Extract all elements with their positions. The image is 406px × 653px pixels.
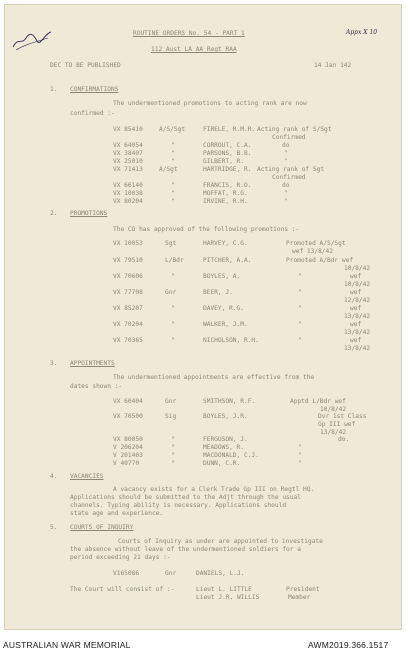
rank: " (171, 150, 175, 157)
section-text: The undermentioned appointments are effective from the (113, 374, 315, 381)
soldier-name: DAVEY, R.G. (203, 305, 244, 312)
service-number: V 201403 (113, 452, 143, 459)
soldier-name: PARSONS, B.B. (203, 150, 252, 157)
remark: " (298, 321, 302, 328)
court-member: Lieut J.R. WILLIS (196, 594, 260, 601)
rank: Gnr (165, 398, 177, 405)
handwritten-annotation: Appx X 10 (346, 29, 378, 36)
rank: " (171, 142, 175, 149)
court-role: President (286, 586, 320, 593)
service-number: VX 38407 (113, 150, 143, 157)
service-number: VX 85207 (113, 305, 143, 312)
remark: " (298, 337, 302, 344)
soldier-name: BOYLES, J.R. (203, 413, 248, 420)
rank: A/Sgt (159, 166, 178, 173)
rank: " (171, 182, 175, 189)
rank: Gnr (165, 570, 177, 577)
section-number: 3. (50, 360, 58, 367)
remark: Confirmed (272, 134, 306, 141)
soldier-name: MACDONALD, C.J. (203, 452, 259, 459)
service-number: VX 70606 (113, 273, 143, 280)
rank: " (171, 444, 175, 451)
soldier-name: SMITHSON, R.F. (203, 398, 256, 405)
service-number: VX 60404 (113, 398, 143, 405)
section-text: The undermentioned promotions to acting rank are now (113, 100, 307, 107)
service-number: VX 10053 (113, 240, 143, 247)
section-heading: PROMOTIONS (70, 210, 108, 217)
remark: wef (350, 305, 362, 312)
remark: 10/8/42 (344, 281, 371, 288)
section-number: 5. (50, 524, 58, 531)
rank: A/S/Sgt (159, 126, 186, 133)
rank: Sgt (165, 240, 177, 247)
soldier-name: CORROUT, C.A. (203, 142, 252, 149)
section-heading: APPOINTMENTS (70, 360, 115, 367)
rank: " (171, 460, 175, 467)
rank: " (171, 436, 175, 443)
section-text: channels. Typing ability is necessary. Applications should (70, 502, 287, 509)
footer-credit: AUSTRALIAN WAR MEMORIAL (3, 640, 131, 650)
soldier-name: MOFFAT, R.G. (203, 190, 248, 197)
remark: Promoted A/S/Sgt (286, 240, 346, 247)
remark: wef (350, 289, 362, 296)
service-number: VX 10038 (113, 190, 143, 197)
service-number: VX 64054 (113, 142, 143, 149)
remark: 12/8/42 (344, 297, 371, 304)
soldier-name: IRVINE, R.H. (203, 198, 248, 205)
section-text: Applications should be submitted to the Adjt through the usual (70, 494, 301, 501)
section-text: the absence without leave of the undermentioned soldiers for a (70, 546, 301, 553)
remark: " (284, 158, 288, 165)
section-heading: VACANCIES (70, 473, 104, 480)
rank: L/Bdr (165, 257, 184, 264)
rank: " (171, 337, 175, 344)
service-number: VX 70204 (113, 321, 143, 328)
remark: " (284, 190, 288, 197)
service-number: VX 77708 (113, 289, 143, 296)
service-number: V 206204 (113, 444, 143, 451)
footer-accession-number: AWM2019.366.1517 (308, 640, 389, 650)
section-text: state age and experience. (70, 510, 164, 517)
soldier-name: HARVEY, C.G. (203, 240, 248, 247)
document-date: 14 Jan 142 (314, 62, 352, 69)
section-number: 2. (50, 210, 58, 217)
section-text: The CO has approved of the following promotions :- (113, 226, 300, 233)
section-text: Courts of Inquiry as under are appointed to investigate (118, 538, 323, 545)
section-text: period exceeding 21 days :- (70, 554, 171, 561)
remark: wef (350, 337, 362, 344)
remark: wef (350, 273, 362, 280)
rank: " (171, 305, 175, 312)
soldier-name: BOYLES, A. (203, 273, 241, 280)
service-number: VX 70500 (113, 413, 143, 420)
section-number: 1. (50, 86, 58, 93)
unit-name: 112 Aust LA AA Regt RAA (151, 46, 237, 53)
remark: Acting rank of S/Sgt (257, 126, 332, 133)
document-title: ROUTINE ORDERS No. 54 - PART 1 (133, 30, 245, 37)
rank: " (171, 190, 175, 197)
service-number: VX 79510 (113, 257, 143, 264)
remark: 13/8/42 (344, 329, 371, 336)
section-heading: CONFIRMATIONS (70, 86, 119, 93)
remark: 13/8/42 (344, 345, 371, 352)
remark: 13/8/42 (320, 429, 347, 436)
soldier-name: PITCHER, A.A. (203, 257, 252, 264)
court-role: Member (288, 594, 311, 601)
soldier-name: FRANCIS, R.O. (203, 182, 252, 189)
handwritten-signature (10, 27, 54, 53)
section-number: 4. (50, 473, 58, 480)
rank: " (171, 321, 175, 328)
service-number: VX 80050 (113, 436, 143, 443)
remark: Apptd L/Bdr wef (290, 398, 346, 405)
soldier-name: GILBERT, R. (203, 158, 244, 165)
remark: Promoted A/Bdr wef (286, 257, 354, 264)
remark: " (298, 273, 302, 280)
soldier-name: FIRELE, R.M.R. (203, 126, 256, 133)
remark: " (298, 289, 302, 296)
remark: 10/8/42 (320, 406, 347, 413)
remark: " (284, 198, 288, 205)
service-number: VX 70365 (113, 337, 143, 344)
remark: Acting rank of Sgt (257, 166, 325, 173)
remark: Confirmed (272, 174, 306, 181)
service-number: VX 66140 (113, 182, 143, 189)
remark: 13/8/42 (344, 313, 371, 320)
court-label: The Court will consist of :- (70, 586, 175, 593)
remark: Gp III wef (318, 421, 356, 428)
section-text: A vacancy exists for a Clerk Trade Gp III on Regtl HQ. (113, 486, 315, 493)
remark: wef (350, 321, 362, 328)
remark: " (298, 305, 302, 312)
rank: " (171, 273, 175, 280)
remark: " (298, 452, 302, 459)
remark: Dvr 1st Class (318, 413, 367, 420)
court-member: Lieut L. LITTLE (196, 586, 252, 593)
rank: " (171, 198, 175, 205)
remark: " (298, 444, 302, 451)
document-page (4, 4, 402, 630)
remark: do (282, 142, 290, 149)
soldier-name: HARTRIDGE, R. (203, 166, 252, 173)
soldier-name: FERGUSON, J. (203, 436, 248, 443)
service-number: VX 85410 (113, 126, 143, 133)
remark: do. (338, 436, 350, 443)
rank: " (171, 158, 175, 165)
service-number: VX 71413 (113, 166, 143, 173)
service-number: VX 25010 (113, 158, 143, 165)
soldier-name: DANIELS, L.J. (196, 570, 245, 577)
remark: do (282, 182, 290, 189)
section-text: confirmed :- (70, 110, 115, 117)
remark: " (284, 150, 288, 157)
remark: 10/8/42 (344, 265, 371, 272)
soldier-name: NICHOLSON, R.H. (203, 337, 259, 344)
section-heading: COURTS OF INQUIRY (70, 524, 134, 531)
service-number: V165086 (113, 570, 140, 577)
service-number: VX 80204 (113, 198, 143, 205)
rank: Sig (165, 413, 177, 420)
remark: " (298, 460, 302, 467)
section-text: dates shown :- (70, 383, 123, 390)
rank: " (171, 452, 175, 459)
document-reference: DEC TO BE PUBLISHED (50, 62, 121, 69)
remark: wef 13/8/42 (292, 248, 333, 255)
soldier-name: DUNN, C.R. (203, 460, 241, 467)
rank: Gnr (165, 289, 177, 296)
service-number: V 40770 (113, 460, 140, 467)
soldier-name: WALKER, J.M. (203, 321, 248, 328)
soldier-name: MEADOWS, R. (203, 444, 244, 451)
soldier-name: BEER, J. (203, 289, 233, 296)
